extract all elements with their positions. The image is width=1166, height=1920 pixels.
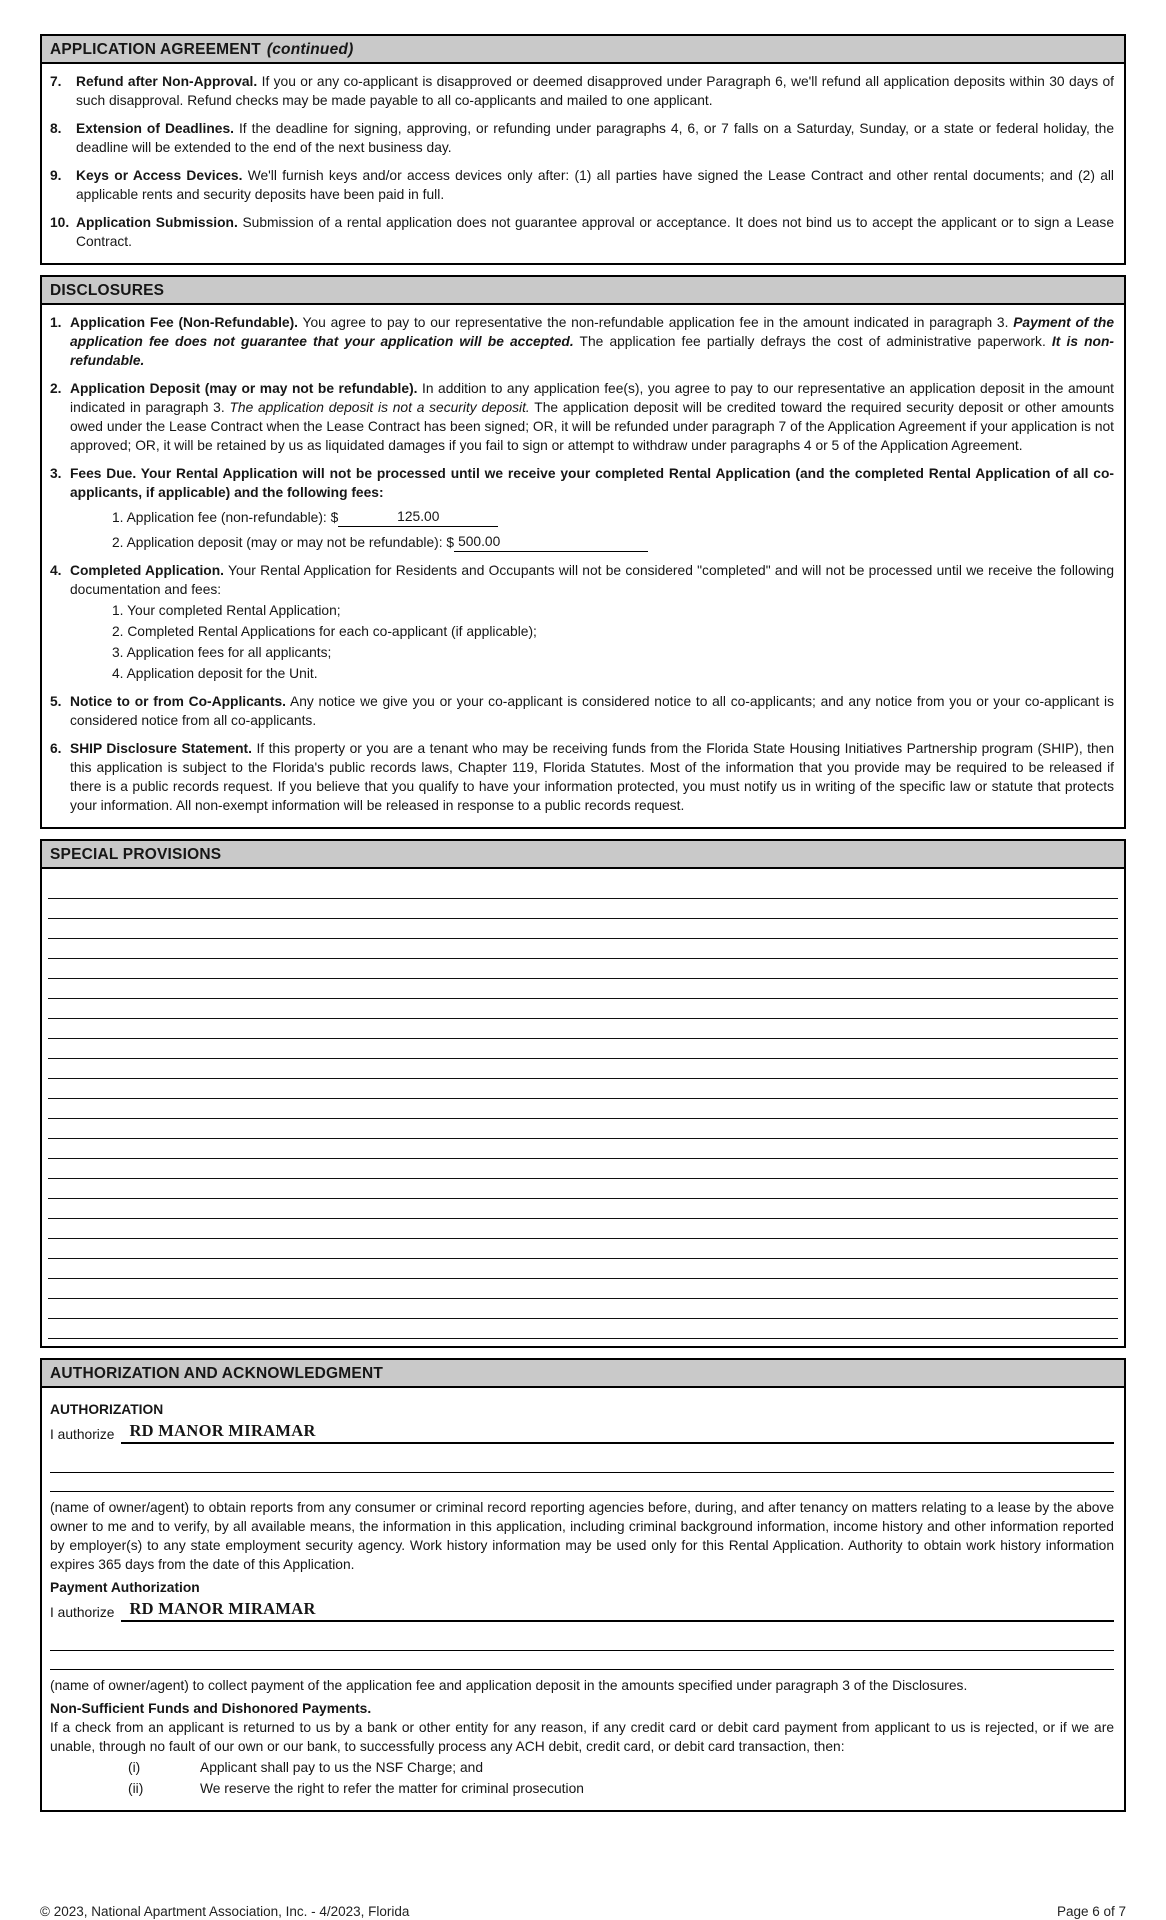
special-provisions-blank-line[interactable]: [48, 1039, 1118, 1059]
authorization-blank-line[interactable]: [50, 1622, 1114, 1651]
item-number: 6.: [50, 741, 62, 756]
section-disclosures: [40, 275, 1126, 829]
special-provisions-blank-line[interactable]: [48, 959, 1118, 979]
authorize-label: I authorize: [50, 1427, 115, 1442]
item-text: [76, 119, 1114, 157]
authorization-blank-line[interactable]: [50, 1444, 1114, 1473]
text-run: If this property or you are a tenant who may be receiving funds from the Florida State Housing Initiatives Partnership program (SHIP), then this application is subject to the Florida's public records laws, Chapter 119, Florida Statutes. Most of the information that you provide may be required to be released if there is a public records request. If you believe that you qualify to have your information protected, you must notify us in writing of the specific law or statute that protects your information. All non-exempt information will be released in response to a public records request.: [70, 741, 1115, 813]
application-agreement-body: [42, 64, 1124, 263]
owner-name-field[interactable]: RD MANOR MIRAMAR: [121, 1421, 1114, 1444]
disclosures-title: DISCLOSURES: [50, 282, 165, 299]
item-heading: Application Fee (Non-Refundable).: [70, 315, 299, 330]
authorize-owner-row-payment: [50, 1599, 1114, 1622]
item-body-text: If the deadline for signing, approving, or refunding under paragraphs 4, 6, or 7 falls on a Saturday, Sunday, or a state or federal holiday, the deadline will be extended to the end of the next business day.: [76, 121, 1114, 155]
nsf-heading: Non-Sufficient Funds and Dishonored Payments.: [50, 1701, 372, 1716]
special-provisions-blank-line[interactable]: [48, 879, 1118, 899]
agreement-item-8: [50, 119, 1114, 157]
special-provisions-blank-line[interactable]: [48, 1319, 1118, 1339]
special-provisions-blank-line[interactable]: [48, 1019, 1118, 1039]
obtain-reports-paragraph: (name of owner/agent) to obtain reports from any consumer or criminal record reporting agencies before, during, and after tenancy on matters relating to a lease by the above owner to me and to verify, by all available means, the information in this application, including criminal background information, income history and other information reported by employer(s) to any state employment security agency. Work history information may be used only for this Rental Application. Authority to obtain work history information expires 365 days from the date of this Application.: [50, 1500, 1114, 1572]
application-deposit-value-field[interactable]: 500.00: [454, 532, 648, 552]
disclosure-item-4: [50, 561, 1114, 683]
item-text: [70, 313, 1114, 370]
item-heading: SHIP Disclosure Statement.: [70, 741, 252, 756]
text-run-emphasis: It is non-refundable.: [70, 334, 1114, 368]
special-provisions-blank-line[interactable]: [48, 1279, 1118, 1299]
application-fee-row: [112, 507, 1114, 527]
text-run: The application deposit will be credited toward the required security deposit or other amounts owed under the Lease Contract when the Lease Contract has been signed; OR, it will be refunded under paragraph 7 of the Application Agreement if your application is not approved; OR, it will be retained by us as liquidated damages if you fail to sign or attempt to withdraw under paragraphs 4 or 5 of the Application Agreement.: [70, 400, 1114, 453]
special-provisions-blank-line[interactable]: [48, 1219, 1118, 1239]
item-text: [70, 739, 1114, 815]
text-run-italic: The application deposit is not a security deposit.: [229, 400, 530, 415]
application-fee-value-field[interactable]: 125.00: [338, 507, 498, 527]
authorization-title: AUTHORIZATION AND ACKNOWLEDGMENT: [50, 1365, 384, 1382]
item-number: 9.: [50, 168, 62, 183]
special-provisions-blank-line[interactable]: [48, 919, 1118, 939]
agreement-item-7: [50, 72, 1114, 110]
special-provisions-blank-line[interactable]: [48, 1199, 1118, 1219]
application-deposit-label: 2. Application deposit (may or may not be refundable): $: [112, 535, 455, 550]
item-text: [76, 72, 1114, 110]
special-provisions-blank-line[interactable]: [48, 1259, 1118, 1279]
item-heading: Completed Application.: [70, 563, 224, 578]
application-fee-label: 1. Application fee (non-refundable): $: [112, 510, 339, 525]
item-heading: Notice to or from Co-Applicants.: [70, 694, 287, 709]
fees-due-heading: Fees Due. Your Rental Application will not be processed until we receive your completed Rental Application (and the completed Rental Application of all co-applicants, if applicable) and the following fees:: [70, 466, 1114, 500]
special-provisions-blank-line[interactable]: [48, 939, 1118, 959]
section-authorization: [40, 1358, 1126, 1812]
collect-payment-paragraph: (name of owner/agent) to collect payment of the application fee and application deposit in the amounts specified under paragraph 3 of the Disclosures.: [50, 1678, 968, 1693]
application-agreement-title: APPLICATION AGREEMENT: [50, 41, 261, 58]
item-heading: Application Submission.: [76, 215, 238, 230]
special-provisions-blank-line[interactable]: [48, 1079, 1118, 1099]
nsf-item-ii: [50, 1779, 1114, 1798]
text-run: Your Rental Application for Residents and Occupants will not be considered "completed" and will not be processed until we receive the following documentation and fees:: [70, 563, 1114, 597]
item-number: 5.: [50, 694, 62, 709]
item-text: [70, 379, 1114, 455]
disclosures-body: [42, 305, 1124, 827]
authorization-body: [42, 1388, 1124, 1810]
special-provisions-blank-line[interactable]: [48, 1179, 1118, 1199]
section-application-agreement: [40, 34, 1126, 265]
page-footer: [40, 1904, 1126, 1919]
item-number: 10.: [50, 215, 70, 230]
disclosure-item-1: [50, 313, 1114, 370]
special-provisions-blank-line[interactable]: [48, 899, 1118, 919]
item-text: [70, 692, 1114, 730]
footer-copyright: © 2023, National Apartment Association, Inc. - 4/2023, Florida: [40, 1904, 410, 1919]
text-run: Any notice we give you or your co-applicant is considered notice to all co-applicants; and any notice from you or your co-applicant is considered notice from all co-applicants.: [70, 694, 1114, 728]
nsf-paragraph: If a check from an applicant is returned to us by a bank or other entity for any reason, if any credit card or debit card payment from applicant to us is rejected, or if we are unable, through no fault of our own or our bank, to successfully process any ACH debit, credit card, or debit card transaction, then:: [50, 1720, 1114, 1754]
item-number: 2.: [50, 381, 62, 396]
disclosure-item-6: [50, 739, 1114, 815]
nsf-item-number: (ii): [128, 1781, 144, 1796]
authorization-subheading: AUTHORIZATION: [50, 1402, 164, 1417]
application-deposit-row: [112, 532, 1114, 552]
special-provisions-blank-line[interactable]: [48, 999, 1118, 1019]
disclosure-item-2: [50, 379, 1114, 455]
item-heading: Keys or Access Devices.: [76, 168, 243, 183]
special-provisions-header: [42, 841, 1124, 869]
completed-doc-1: 1. Your completed Rental Application;: [112, 603, 341, 618]
text-run-emphasis: Payment of the application fee does not guarantee that your application will be accepted.: [70, 315, 1115, 349]
authorization-blank-line[interactable]: [50, 1651, 1114, 1670]
disclosure-item-5: [50, 692, 1114, 730]
special-provisions-blank-line[interactable]: [48, 1059, 1118, 1079]
special-provisions-blank-line[interactable]: [48, 1119, 1118, 1139]
authorize-owner-row: [50, 1421, 1114, 1444]
completed-doc-2: 2. Completed Rental Applications for each co-applicant (if applicable);: [112, 624, 537, 639]
item-text: [76, 213, 1114, 251]
item-text: [76, 166, 1114, 204]
nsf-item-text: Applicant shall pay to us the NSF Charge; and: [200, 1760, 483, 1775]
item-number: 3.: [50, 466, 62, 481]
completed-doc-4: 4. Application deposit for the Unit.: [112, 666, 318, 681]
text-run: The application fee partially defrays the cost of administrative paperwork.: [573, 334, 1052, 349]
payment-authorization-heading: Payment Authorization: [50, 1580, 200, 1595]
nsf-item-text: We reserve the right to refer the matter for criminal prosecution: [200, 1781, 584, 1796]
special-provisions-blank-line[interactable]: [48, 1299, 1118, 1319]
special-provisions-write-area: [42, 869, 1124, 1346]
item-number: 8.: [50, 121, 62, 136]
disclosures-header: [42, 277, 1124, 305]
item-text: [70, 464, 1114, 552]
special-provisions-title: SPECIAL PROVISIONS: [50, 846, 222, 863]
item-number: 1.: [50, 315, 62, 330]
authorization-blank-line[interactable]: [50, 1473, 1114, 1492]
item-heading: Application Deposit (may or may not be refundable).: [70, 381, 418, 396]
text-run: In addition to any application fee(s), you agree to pay to our representative an application deposit in the amount indicated in paragraph 3.: [70, 381, 1114, 415]
special-provisions-blank-line[interactable]: [48, 1159, 1118, 1179]
authorize-label: I authorize: [50, 1605, 115, 1620]
application-agreement-title-suffix: (continued): [266, 41, 354, 58]
item-text: [70, 561, 1114, 683]
agreement-item-10: [50, 213, 1114, 251]
completed-doc-3: 3. Application fees for all applicants;: [112, 645, 332, 660]
item-number: 4.: [50, 563, 62, 578]
application-agreement-header: [42, 36, 1124, 64]
section-special-provisions: [40, 839, 1126, 1348]
text-run: You agree to pay to our representative the non-refundable application fee in the amount indicated in paragraph 3.: [298, 315, 1014, 330]
item-heading: Extension of Deadlines.: [76, 121, 234, 136]
authorization-header: [42, 1360, 1124, 1388]
item-heading: Refund after Non-Approval.: [76, 74, 258, 89]
special-provisions-blank-line[interactable]: [48, 979, 1118, 999]
item-body-text: If you or any co-applicant is disapproved or deemed disapproved under Paragraph 6, we'll refund all application deposits within 30 days of such disapproval. Refund checks may be made payable to all co-applicants and mailed to one applicant.: [76, 74, 1114, 108]
disclosure-item-3: [50, 464, 1114, 552]
footer-page-number: Page 6 of 7: [1056, 1904, 1126, 1919]
agreement-item-9: [50, 166, 1114, 204]
special-provisions-blank-line[interactable]: [48, 1139, 1118, 1159]
item-body-text: We'll furnish keys and/or access devices only after: (1) all parties have signed the Lease Contract and other rental documents; and (2) all applicable rents and security deposits have been paid in full.: [76, 168, 1114, 202]
nsf-item-i: [50, 1758, 1114, 1777]
item-number: 7.: [50, 74, 62, 89]
item-paragraph: [70, 561, 1114, 599]
nsf-item-number: (i): [128, 1760, 141, 1775]
item-body-text: Submission of a rental application does not guarantee approval or acceptance. It does not bind us to accept the applicant or to sign a Lease Contract.: [76, 215, 1114, 249]
special-provisions-blank-line[interactable]: [48, 1099, 1118, 1119]
owner-name-field[interactable]: RD MANOR MIRAMAR: [121, 1599, 1114, 1622]
special-provisions-blank-line[interactable]: [48, 1239, 1118, 1259]
